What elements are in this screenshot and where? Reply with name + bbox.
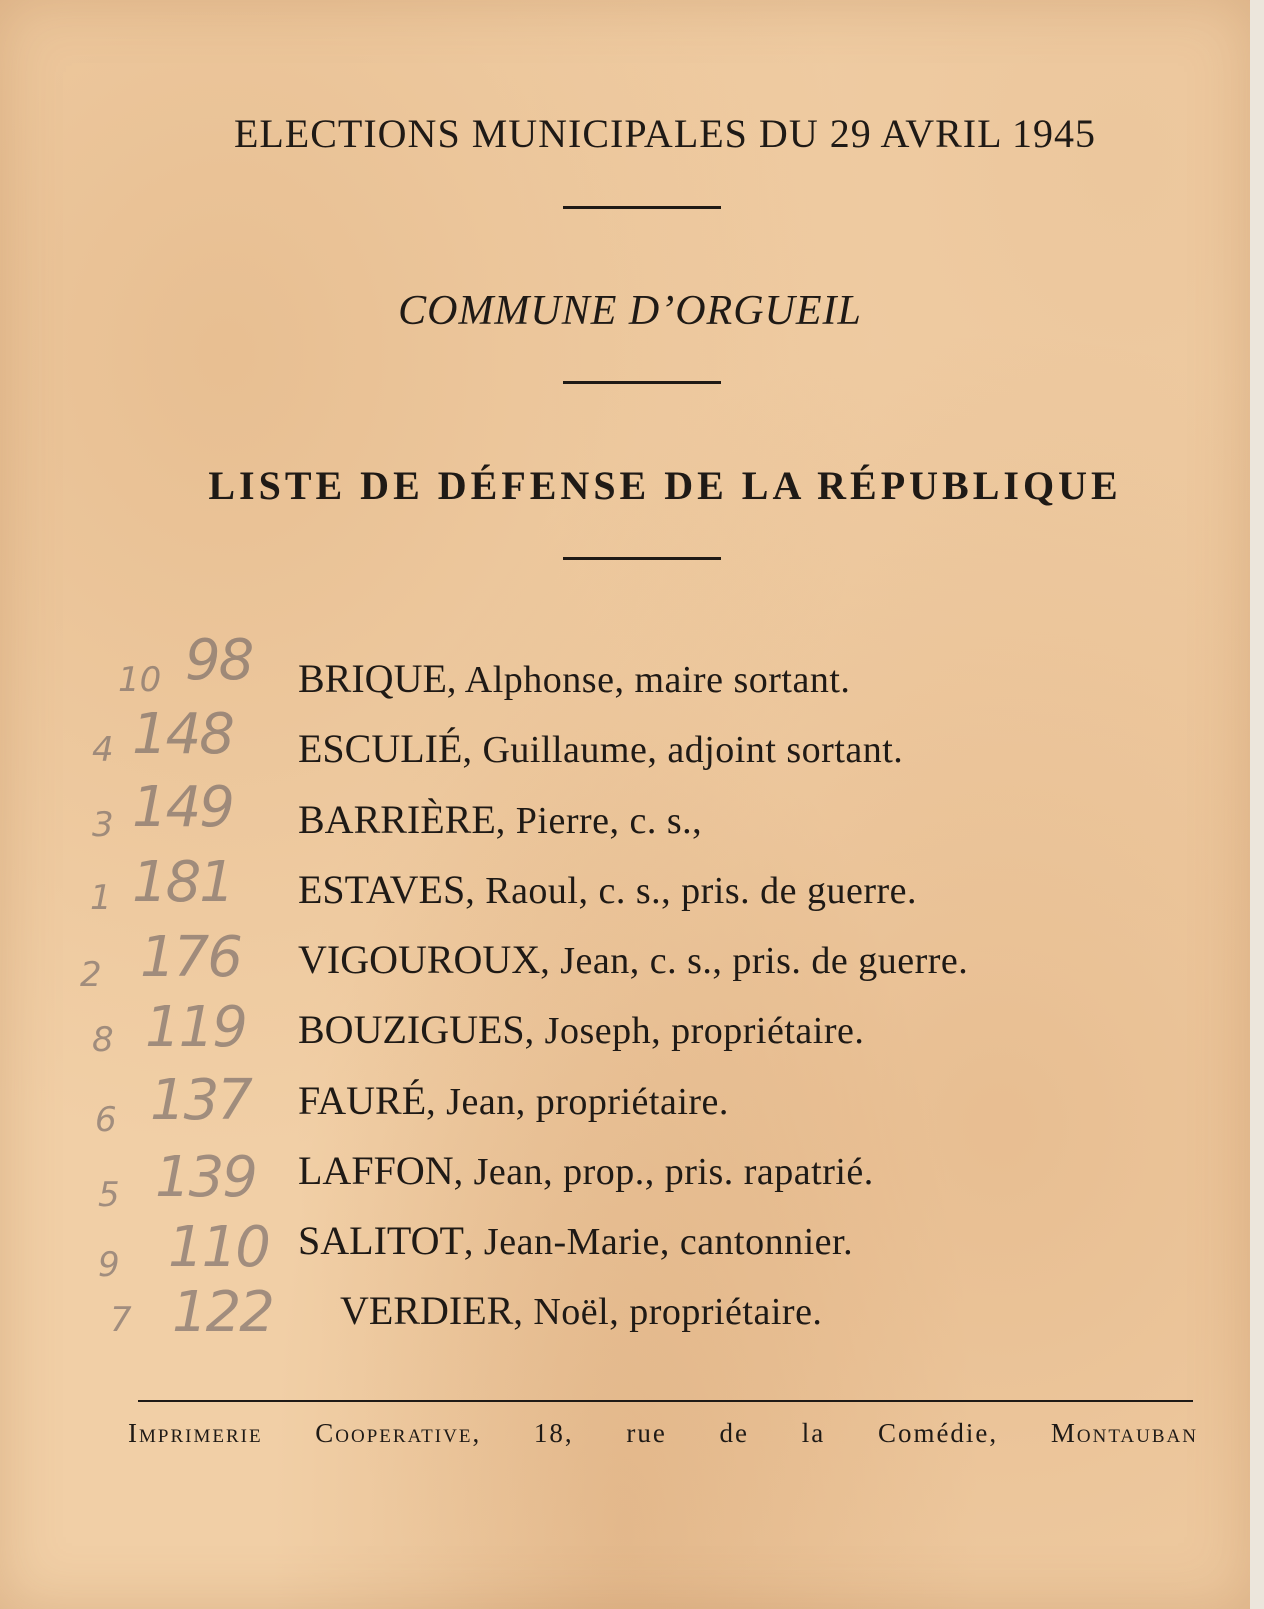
- candidate-surname: BOUZIGUES: [298, 1007, 525, 1052]
- candidate-details: , Jean, propriétaire.: [426, 1081, 729, 1123]
- footer-rule: [138, 1400, 1193, 1402]
- imprint-word: la: [801, 1418, 826, 1448]
- handwritten-vote-count: 176: [140, 925, 241, 990]
- list-name: LISTE DE DÉFENSE DE LA RÉPUBLIQUE: [208, 463, 1122, 508]
- candidate-details: , Joseph, propriétaire.: [524, 1010, 865, 1052]
- candidate-entry: [298, 1077, 729, 1124]
- candidate-entry: [298, 936, 968, 983]
- handwritten-vote-count: 119: [145, 995, 246, 1060]
- handwritten-rank: 9: [98, 1245, 120, 1285]
- candidate-entry: [298, 1217, 853, 1264]
- candidate-surname: FAURÉ: [298, 1078, 427, 1123]
- handwritten-rank: 3: [92, 805, 114, 845]
- divider-rule: [563, 381, 721, 384]
- candidate-entry: [340, 1287, 822, 1334]
- handwritten-vote-count: 122: [172, 1280, 273, 1345]
- candidate-details: , Raoul, c. s., pris. de guerre.: [465, 870, 918, 912]
- candidate-details: , Jean, c. s., pris. de guerre.: [540, 940, 969, 982]
- imprint-word: Cooperative,: [315, 1418, 482, 1448]
- handwritten-vote-count: 110: [168, 1215, 269, 1280]
- handwritten-vote-count: 139: [155, 1145, 256, 1210]
- imprint-word: Comédie,: [877, 1418, 999, 1448]
- election-title: ELECTIONS MUNICIPALES DU 29 AVRIL 1945: [233, 111, 1097, 156]
- handwritten-rank: 2: [80, 955, 102, 995]
- imprint-word: Imprimerie: [128, 1418, 263, 1448]
- imprint-word: Montauban: [1050, 1418, 1198, 1448]
- candidate-details: , Noël, propriétaire.: [513, 1291, 823, 1333]
- handwritten-rank: 8: [92, 1020, 114, 1060]
- commune-name: COMMUNE D’ORGUEIL: [398, 288, 862, 334]
- printer-imprint: [128, 1418, 1198, 1449]
- handwritten-vote-count: 149: [132, 775, 233, 840]
- candidate-surname: VIGOUROUX: [298, 937, 541, 982]
- candidate-entry: [298, 1147, 874, 1194]
- candidate-surname: LAFFON: [298, 1148, 454, 1193]
- handwritten-vote-count: 137: [150, 1068, 251, 1133]
- handwritten-rank: 10: [118, 660, 162, 700]
- candidate-entry: [298, 655, 850, 702]
- candidate-entry: [298, 796, 702, 843]
- handwritten-vote-count: 148: [132, 702, 233, 767]
- handwritten-rank: 4: [92, 730, 114, 770]
- candidate-entry: [298, 725, 903, 772]
- imprint-word: 18,: [533, 1418, 574, 1448]
- candidate-details: , Jean-Marie, cantonnier.: [463, 1221, 854, 1263]
- candidate-details: , Alphonse, maire sortant.: [446, 659, 851, 701]
- handwritten-vote-count: 98: [185, 628, 253, 693]
- handwritten-rank: 5: [98, 1175, 120, 1215]
- candidate-entry: [298, 1006, 864, 1053]
- candidate-details: , Pierre, c. s.,: [495, 800, 703, 842]
- imprint-word: rue: [626, 1418, 667, 1448]
- candidate-surname: ESTAVES: [298, 867, 466, 912]
- handwritten-rank: 7: [110, 1300, 132, 1340]
- candidate-surname: SALITOT: [298, 1218, 464, 1263]
- candidate-surname: BARRIÈRE: [298, 797, 496, 842]
- handwritten-rank: 1: [90, 878, 112, 918]
- handwritten-vote-count: 181: [132, 850, 233, 915]
- candidate-details: , Guillaume, adjoint sortant.: [462, 729, 904, 771]
- candidate-surname: BRIQUE: [298, 656, 447, 701]
- candidate-details: , Jean, prop., pris. rapatrié.: [453, 1151, 874, 1193]
- divider-rule: [563, 557, 721, 560]
- candidate-surname: ESCULIÉ: [298, 726, 463, 771]
- divider-rule: [563, 206, 721, 209]
- imprint-word: de: [719, 1418, 750, 1448]
- candidate-surname: VERDIER: [340, 1288, 514, 1333]
- handwritten-rank: 6: [95, 1100, 117, 1140]
- candidate-entry: [298, 866, 917, 913]
- scan-margin: [1250, 0, 1264, 1609]
